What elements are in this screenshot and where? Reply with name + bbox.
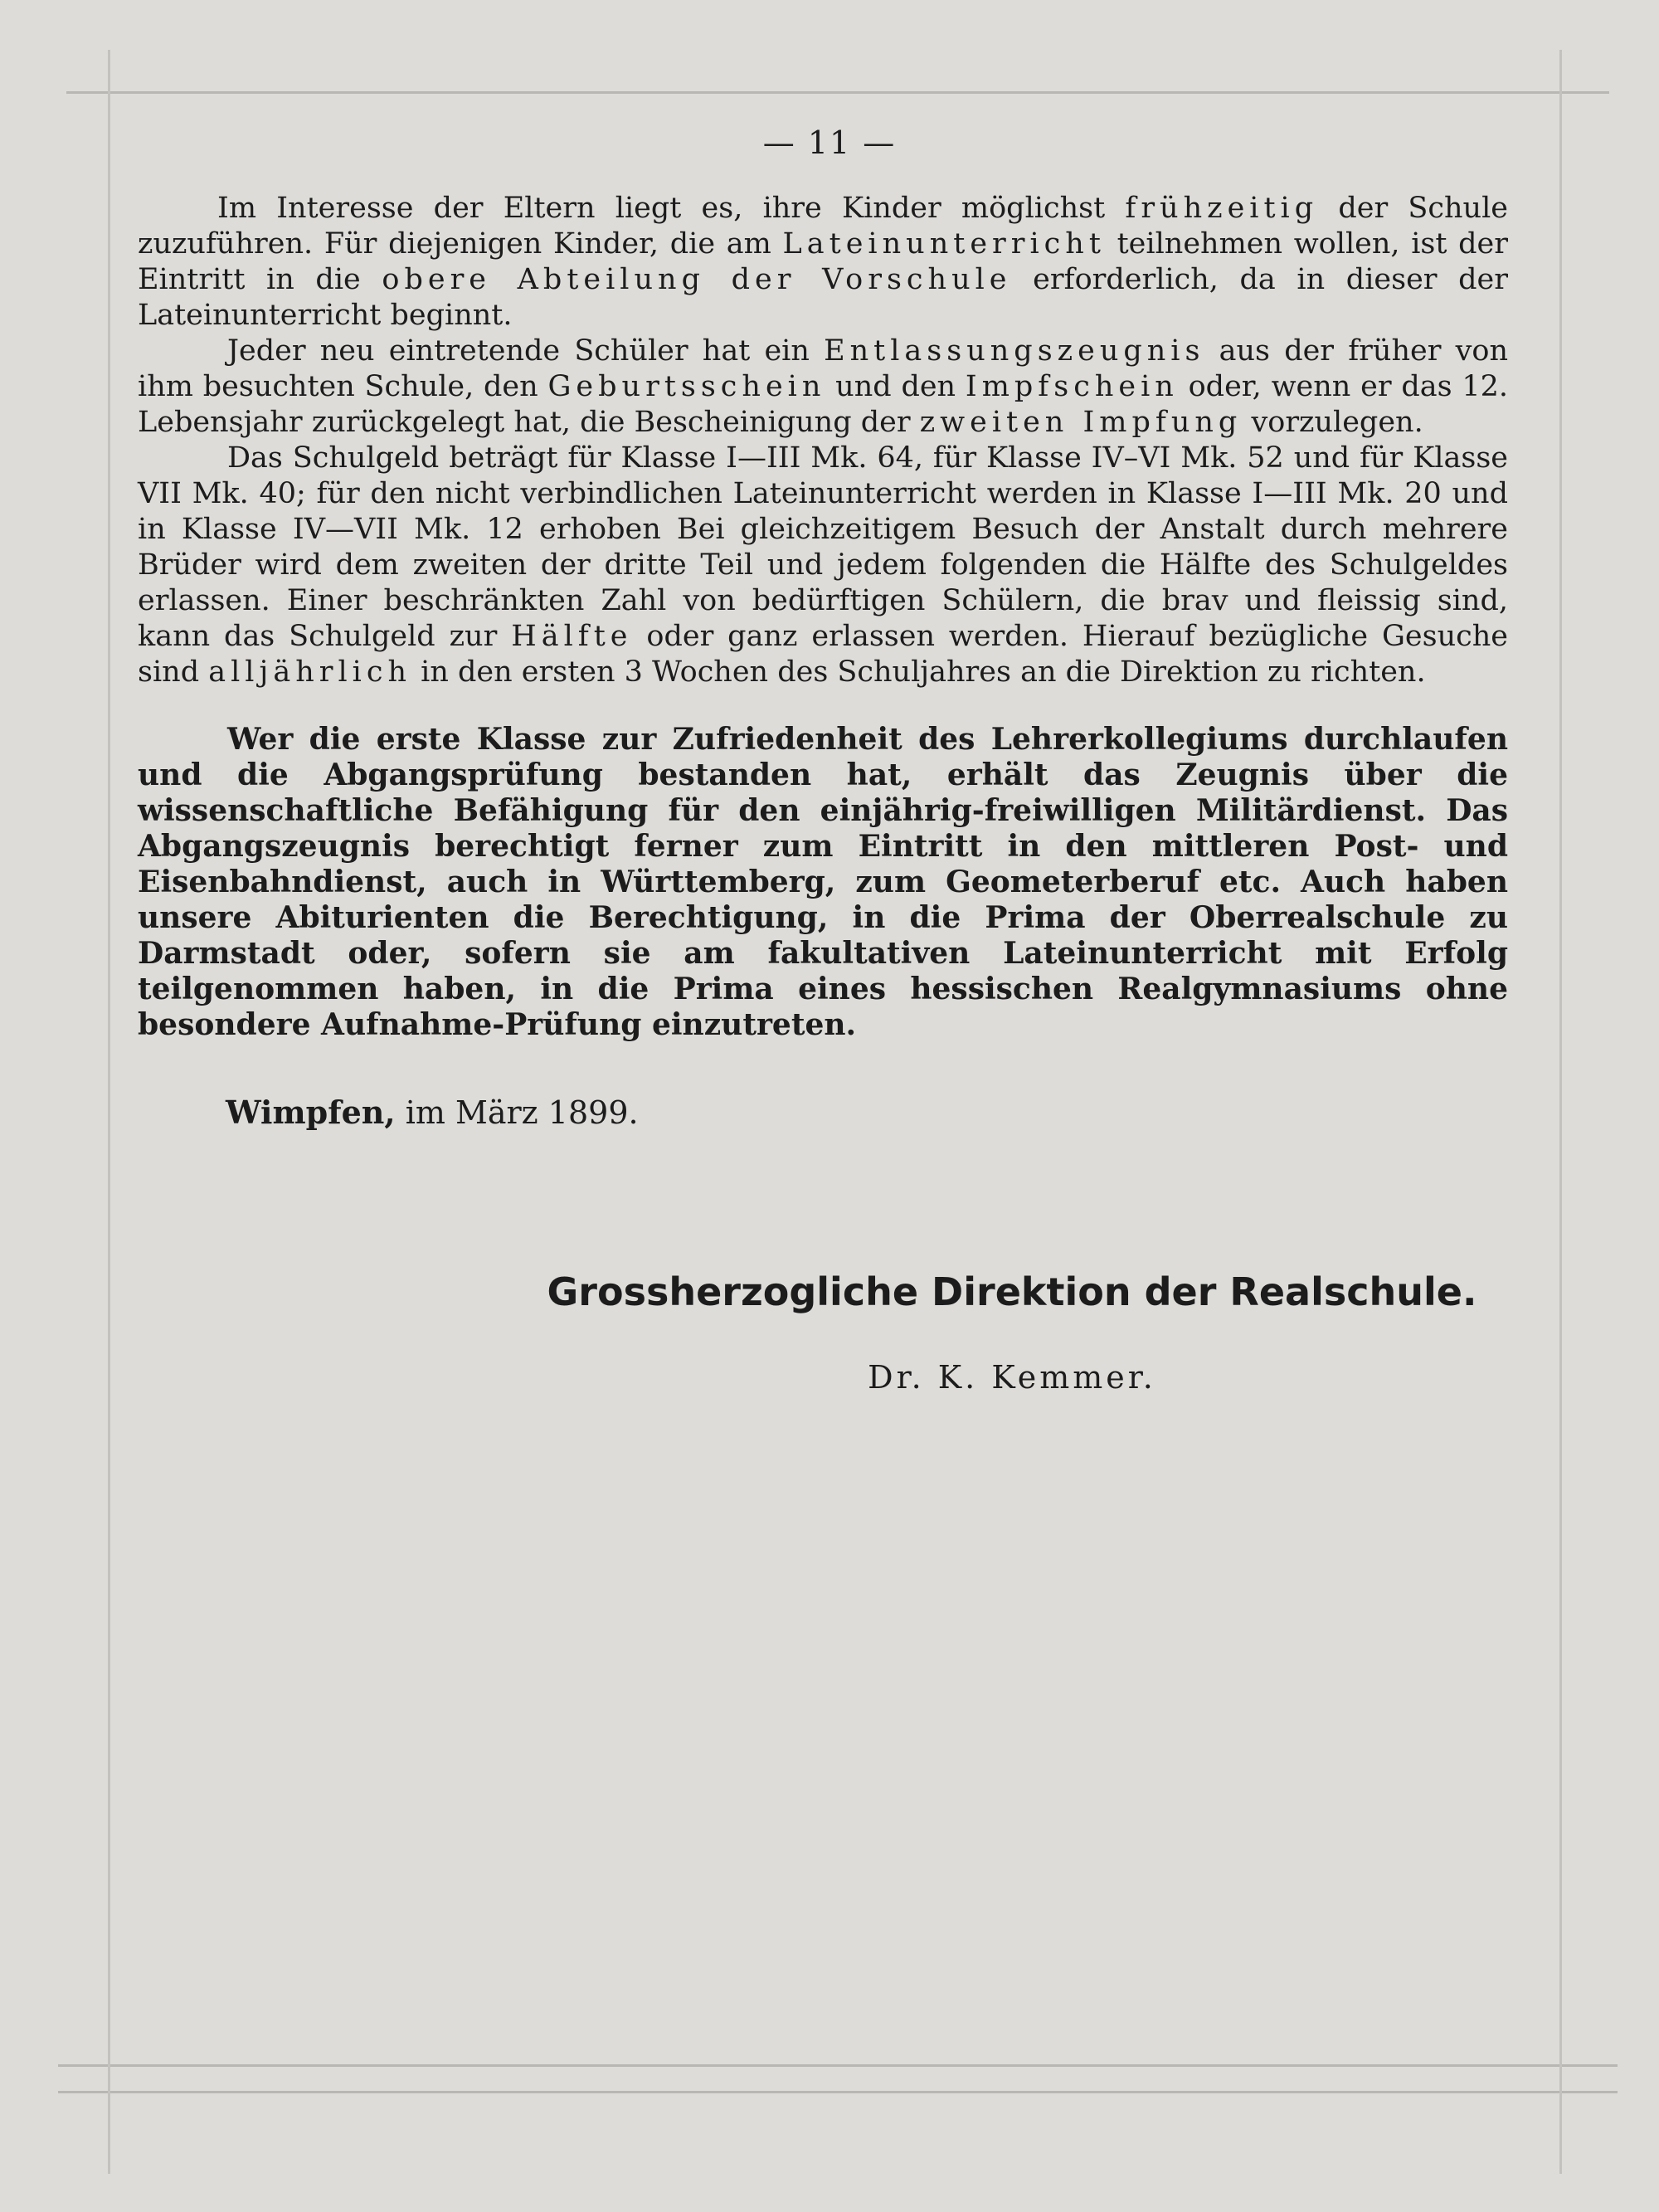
paragraph-documents [138,334,1508,441]
text-segment: aus der früher von ihm besuchten Schule, den [138,334,1508,403]
spaced-text: Hälfte [511,620,633,653]
text-segment: Im Interesse der Eltern liegt es, ihre Kinder möglichst [217,192,1126,225]
spaced-text: Entlassungszeugnis [824,334,1205,368]
spaced-text: Geburtsschein [547,370,826,403]
text-segment: erforderlich, da in dieser der Lateinunterricht beginnt. [138,263,1509,332]
text-segment: teilnehmen wollen, ist der Eintritt in die [138,227,1508,296]
spaced-text: obere Abteilung der Vorschule [382,263,1012,296]
spaced-text: frühzeitig [1125,192,1319,225]
text-segment: oder, wenn er das 12. Lebensjahr zurückgelegt hat, die Bescheinigung der [138,370,1508,439]
paragraph-school-fees [138,441,1508,690]
bottom-rule-line-2 [58,2091,1618,2093]
text-segment: und den [825,370,966,403]
signature-director: Dr. K. Kemmer. [868,1359,1156,1396]
bottom-rule-line [58,2064,1618,2067]
body-bold-text [138,722,1508,1043]
dateline-place: Wimpfen, [226,1094,396,1131]
page-number: — 11 — [762,124,897,161]
text-segment: Das Schulgeld beträgt für Klasse I—III Mk. 64, für Klasse IV–VI Mk. 52 und für Klasse VII Mk. 40; für den nicht verbindlichen Lateinunterricht werden in Klasse I—III Mk. 20 und in Klasse IV—VII Mk. 12 erhoben Bei gleichzeitigem Besuch der Anstalt durch mehrere Brüder wird dem zweiten der dritte Teil und jedem folgenden die Hälfte des Schulgeldes erlassen. Einer beschränkten Zahl von bedürftigen Schülern, die brav und fleissig sind, kann das Schulgeld zur [138,441,1508,653]
text-segment: in den ersten 3 Wochen des Schuljahres an die Direktion zu richten. [411,655,1426,689]
dateline-date: im März 1899. [395,1094,639,1131]
text-segment: oder ganz erlassen werden. Hierauf bezügliche Gesuche sind [138,620,1508,689]
paragraph-enrollment [138,191,1508,334]
spaced-text: Lateinunterricht [782,227,1106,261]
text-segment: Jeder neu eintretende Schüler hat ein [227,334,825,368]
signature-institution: Grossherzogliche Direktion der Realschule. [547,1269,1477,1314]
right-frame-line [1559,50,1562,2174]
spaced-text: alljährlich [208,655,412,689]
left-frame-line [108,50,110,2174]
text-segment: vorzulegen. [1242,406,1423,439]
top-rule-line [66,91,1609,94]
spaced-text: Impfschein [965,370,1179,403]
paragraph-qualification: Wer die erste Klasse zur Zufriedenheit des Lehrerkollegiums durchlaufen und die Abgangsprüfung bestanden hat, erhält das Zeugnis über die wissenschaftliche Befähigung für den einjährig-freiwilligen Militärdienst. Das Abgangszeugnis berechtigt ferner zum Eintritt in den mittleren Post- und Eisenbahndienst, auch in Württemberg, zum Geometerberuf etc. Auch haben unsere Abiturienten die Berechtigung, in die Prima der Oberrealschule zu Darmstadt oder, sofern sie am fakultativen Lateinunterricht mit Erfolg teilgenommen haben, in die Prima eines hessischen Realgymnasiums ohne besondere Aufnahme-Prüfung einzutreten. [138,722,1508,1042]
body-text [138,191,1508,690]
spaced-text: zweiten Impfung [919,406,1243,439]
text-segment: der Schule zuzuführen. Für diejenigen Kinder, die am [138,192,1508,261]
dateline [226,1094,639,1131]
